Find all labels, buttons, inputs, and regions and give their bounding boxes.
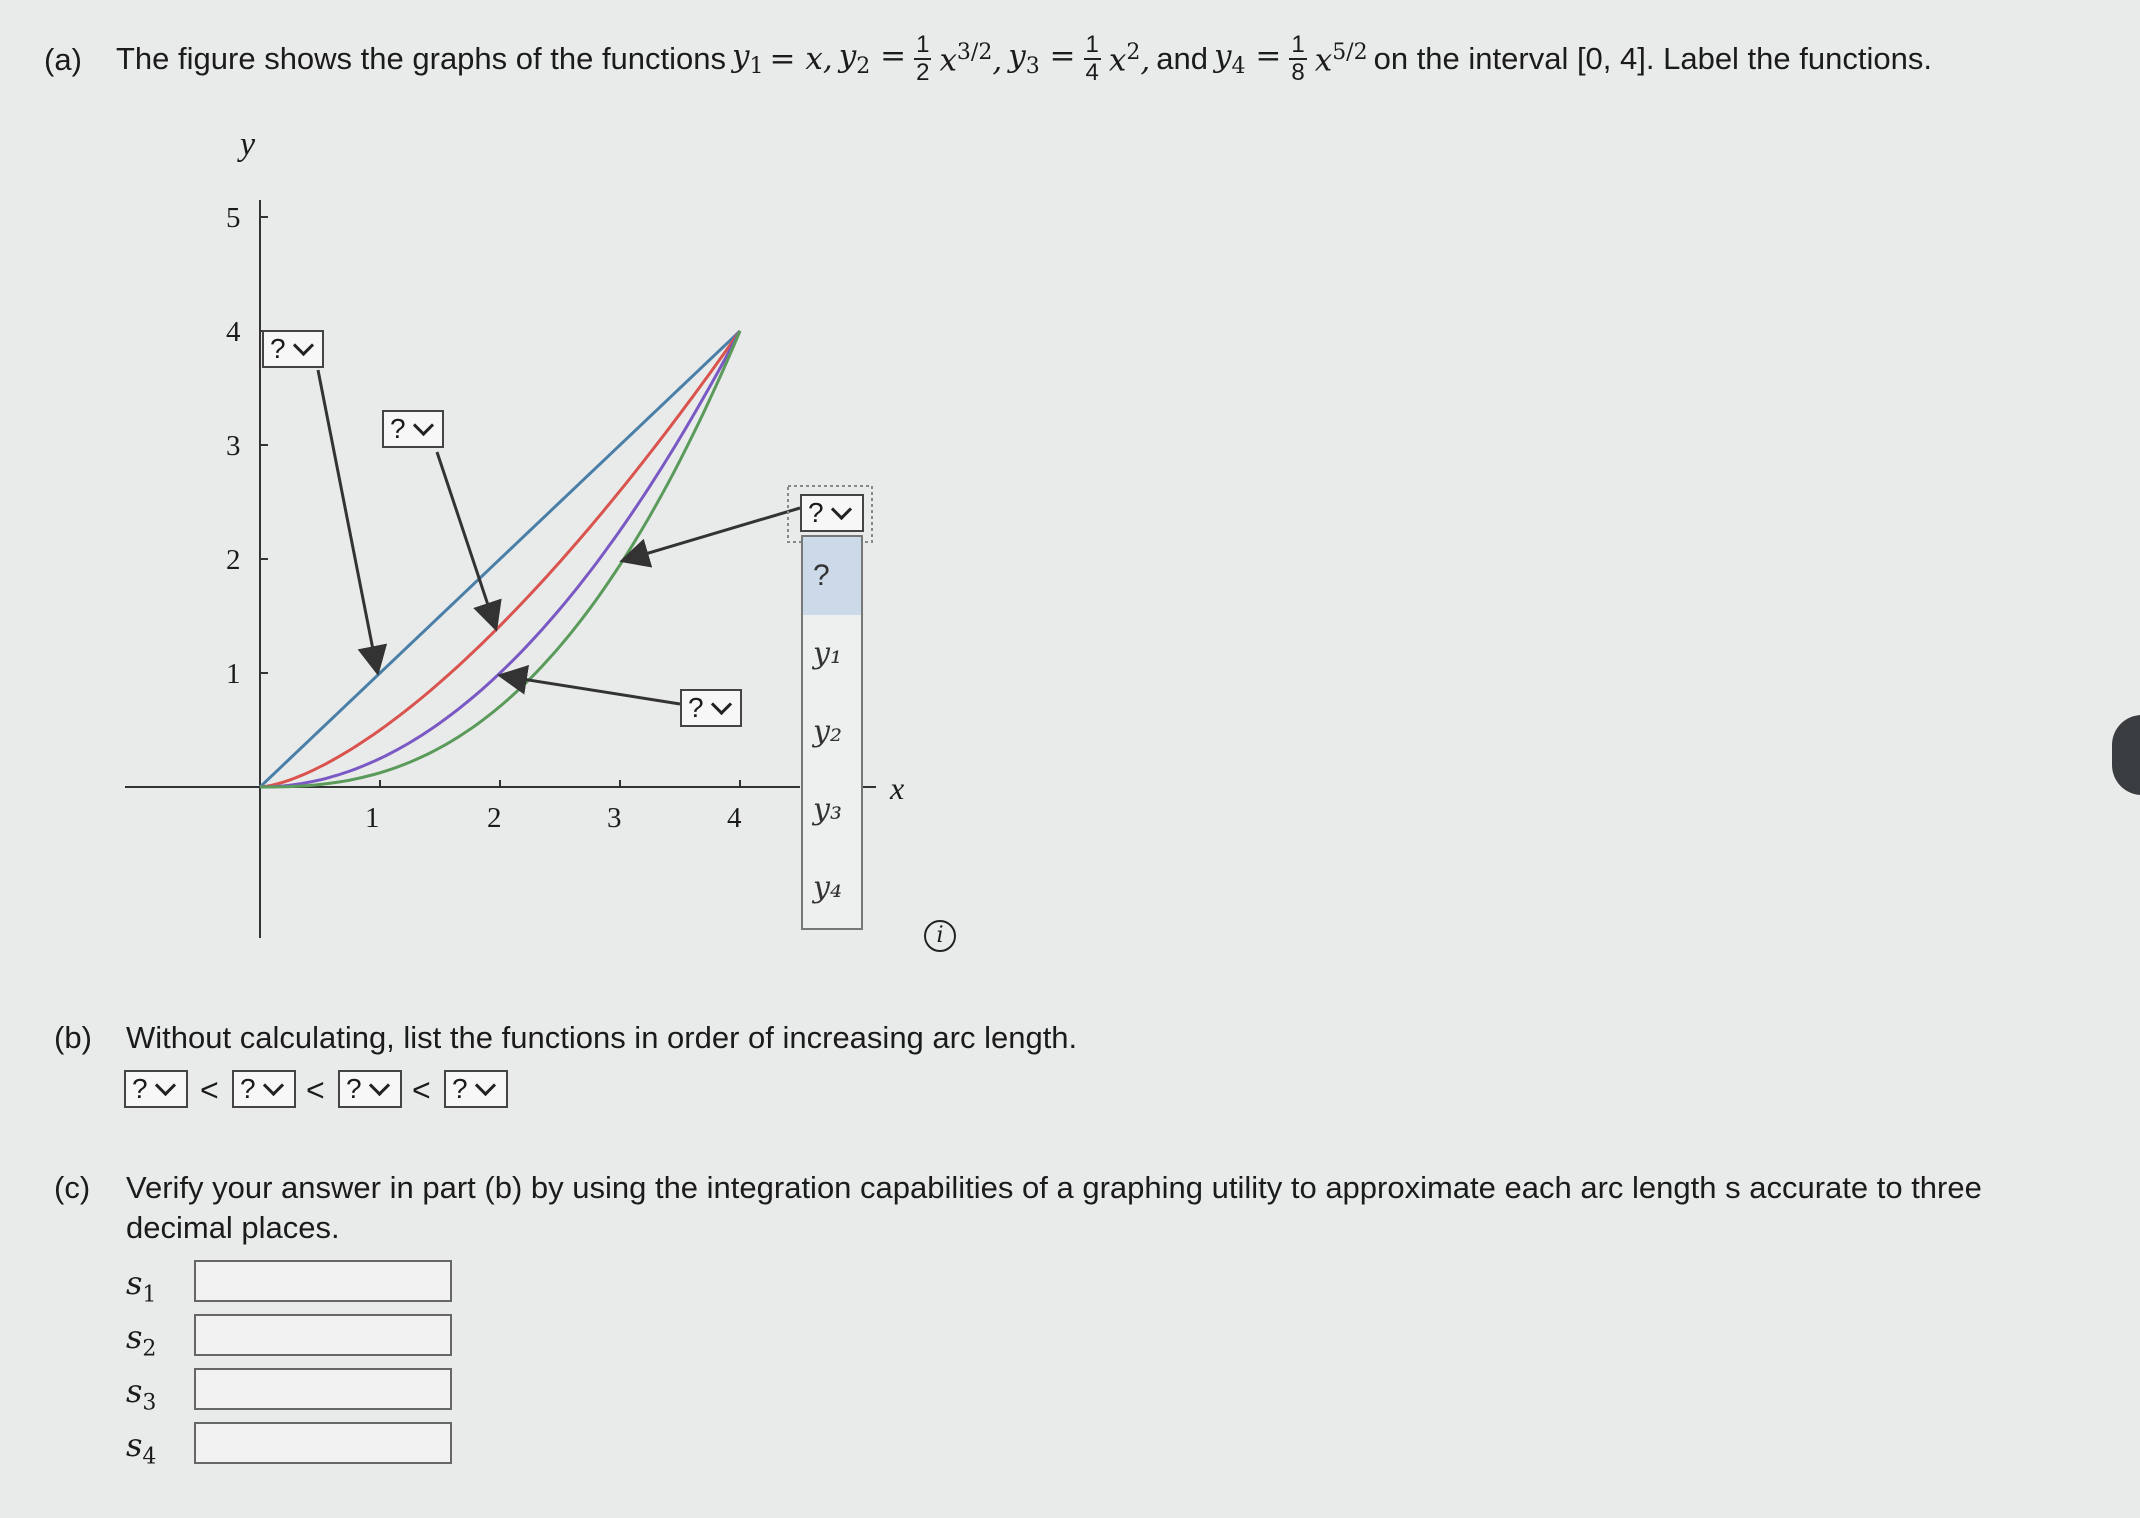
- y-tick-label: 2: [226, 544, 241, 576]
- order-dropdown-3[interactable]: ?: [338, 1070, 402, 1108]
- arrow-label-1: [318, 370, 377, 670]
- chevron-down-icon: [368, 1074, 389, 1095]
- y4-fraction: $\frac{1}{8}$: [1291, 31, 1305, 86]
- less-than-symbol: <: [412, 1072, 431, 1108]
- part-b-question: Without calculating, list the functions in order of increasing arc length.: [126, 1020, 1078, 1055]
- y2-fraction: $\frac{1}{2}$: [916, 31, 930, 86]
- s4-label: $s_4$: [126, 1426, 157, 1470]
- part-c-question-line2: decimal places.: [126, 1210, 340, 1245]
- dropdown-options-list[interactable]: [801, 535, 863, 930]
- order-dropdown-2[interactable]: ?: [232, 1070, 296, 1108]
- part-a-tail: on the interval [0, 4]. Label the functions.: [1373, 41, 1932, 76]
- x-axis-label: x: [890, 770, 905, 806]
- x-tick-label: 1: [365, 802, 380, 834]
- chevron-down-icon: [292, 334, 313, 355]
- y-tick-label: 4: [226, 316, 241, 348]
- chevron-down-icon: [474, 1074, 495, 1095]
- y-tick-label: 1: [226, 658, 241, 690]
- s3-label: $s_3$: [126, 1372, 157, 1416]
- chevron-down-icon: [710, 693, 731, 714]
- y-tick-label: 3: [226, 430, 241, 462]
- part-c-label: (c): [54, 1170, 91, 1205]
- part-c-question-line1: Verify your answer in part (b) by using the integration capabilities of a graphing utility to approximate each arc length s accurate to three: [126, 1170, 1982, 1205]
- y3-fraction: $\frac{1}{4}$: [1085, 31, 1099, 86]
- and-word: and: [1156, 41, 1208, 76]
- chevron-down-icon: [154, 1074, 175, 1095]
- y-axis-label: y: [240, 126, 256, 163]
- arrow-label-4: [503, 676, 680, 704]
- s2-label: $s_2$: [126, 1318, 157, 1362]
- option-y3[interactable]: y₃: [813, 792, 842, 827]
- order-dropdown-1[interactable]: ?: [124, 1070, 188, 1108]
- option-blank[interactable]: ?: [803, 537, 861, 615]
- x-tick-label: 3: [607, 802, 622, 834]
- chevron-down-icon: [830, 498, 851, 519]
- curves: [260, 331, 740, 787]
- option-y2[interactable]: y₂: [813, 714, 842, 749]
- x-tick-label: 2: [487, 802, 502, 834]
- y-ticks: [260, 217, 268, 673]
- arrow-label-2: [437, 452, 495, 626]
- s4-input[interactable]: [194, 1422, 452, 1464]
- s2-input[interactable]: [194, 1314, 452, 1356]
- graph-label-dropdown-2[interactable]: ?: [382, 410, 444, 448]
- graph-label-dropdown-4[interactable]: ?: [680, 689, 742, 727]
- part-a-label: (a): [44, 42, 82, 77]
- less-than-symbol: <: [200, 1072, 219, 1108]
- part-a-intro: The figure shows the graphs of the functions: [116, 41, 727, 76]
- s1-label: $s_1$: [126, 1264, 157, 1308]
- option-y4[interactable]: y₄: [813, 870, 842, 905]
- info-icon[interactable]: i: [924, 920, 956, 952]
- x-tick-label: 4: [727, 802, 742, 834]
- x-ticks: [380, 780, 740, 787]
- less-than-symbol: <: [306, 1072, 325, 1108]
- option-y1[interactable]: y₁: [813, 636, 842, 671]
- order-dropdown-4[interactable]: ?: [444, 1070, 508, 1108]
- y1-expression: = x,: [769, 41, 833, 77]
- s1-input[interactable]: [194, 1260, 452, 1302]
- graph-label-dropdown-1[interactable]: ?: [262, 330, 324, 368]
- part-b-label: (b): [54, 1020, 92, 1055]
- graph-label-dropdown-3[interactable]: ?: [800, 494, 864, 532]
- part-a-question: The figure shows the graphs of the functions $y_1$ = x, $y_2$ = $\frac{1}{2}$ $x^{3/2}$, $y_3$ = $\frac{1}{4}$ $x^2$, and $y_4$ = $\frac{1}{8}$ $x^{5/2}$ on the interval [0, 4]. Label the functions.: [116, 31, 1932, 86]
- chevron-down-icon: [262, 1074, 283, 1095]
- s3-input[interactable]: [194, 1368, 452, 1410]
- y-tick-label: 5: [226, 202, 241, 234]
- curve-y1: [260, 331, 740, 787]
- chevron-down-icon: [412, 414, 433, 435]
